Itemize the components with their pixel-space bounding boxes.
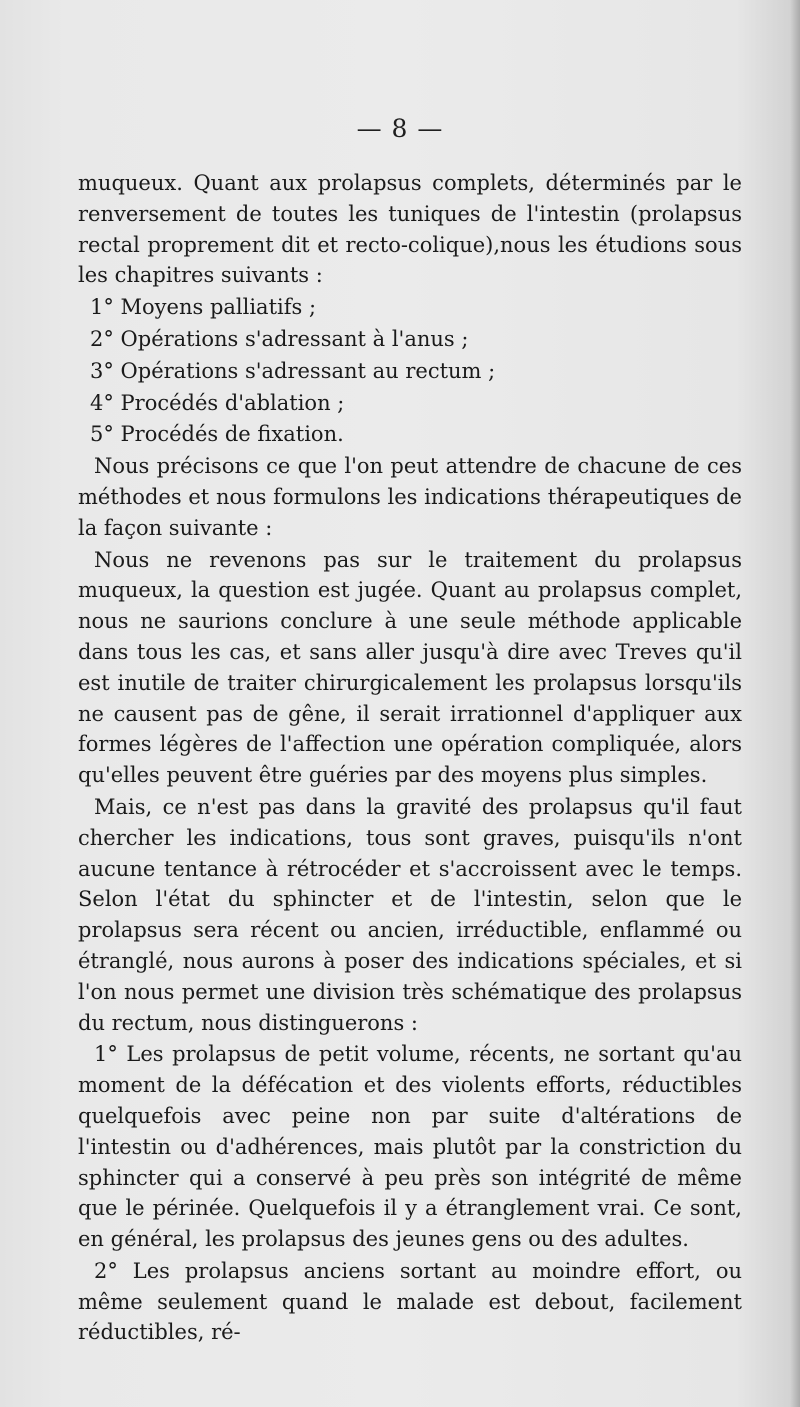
page-edge-shadow xyxy=(790,0,800,1407)
list-item: 4° Procédés d'ablation ; xyxy=(90,390,345,415)
list-item: 3° Opérations s'adressant au rectum ; xyxy=(90,358,496,383)
paragraph: Nous ne revenons pas sur le traitement du prolapsus muqueux, la question est jugée. Quant au prolapsus complet, nous ne saurions conclure à une seule méthode applicable dans tous les cas, et sans aller jusqu'à dire avec Treves qu'il est inutile de traiter chirurgicalement les prolapsus lorsqu'ils ne causent pas de gêne, il serait irrationnel d'appliquer aux formes légères de l'affection une opération compliquée, alors qu'elles peuvent être guéries par des moyens plus simples. xyxy=(78,547,742,788)
paragraph: 2° Les prolapsus anciens sortant au moindre effort, ou même seulement quand le malade est debout, facilement réductibles, ré- xyxy=(78,1258,742,1345)
list-item: 5° Procédés de fixation. xyxy=(90,422,344,447)
list-item: 1° Moyens palliatifs ; xyxy=(90,295,317,320)
paragraph: Nous précisons ce que l'on peut attendre de chacune de ces méthodes et nous formulons les indications thérapeutiques de la façon suivante : xyxy=(78,454,742,540)
paragraph: Mais, ce n'est pas dans la gravité des prolapsus qu'il faut chercher les indications, tous sont graves, puisqu'ils n'ont aucune tentance à rétrocéder et s'accroissent avec le temps. Selon l'état du sphincter et de l'intestin, selon que le prolapsus sera récent ou ancien, irréductible, enflammé ou étranglé, nous aurons à poser des indications spéciales, et si l'on nous permet une division très schématique des prolapsus du rectum, nous distinguerons : xyxy=(78,794,742,1035)
page-number: — 8 — xyxy=(356,114,444,143)
body-text xyxy=(78,168,742,1349)
paragraph: 1° Les prolapsus de petit volume, récents, ne sortant qu'au moment de la défécation et des violents efforts, réductibles quelquefois avec peine non par suite d'altérations de l'intestin ou d'adhérences, mais plutôt par la constriction du sphincter qui a conservé à peu près son intégrité de même que le périnée. Quelquefois il y a étranglement vrai. Ce sont, en général, les prolapsus des jeunes gens ou des adultes. xyxy=(78,1042,742,1252)
list-item: 2° Opérations s'adressant à l'anus ; xyxy=(90,326,469,351)
paragraph: muqueux. Quant aux prolapsus complets, déterminés par le renversement de toutes les tuniques de l'intestin (prolapsus rectal proprement dit et recto-colique),nous les étudions sous les chapitres suivants : xyxy=(78,171,742,288)
